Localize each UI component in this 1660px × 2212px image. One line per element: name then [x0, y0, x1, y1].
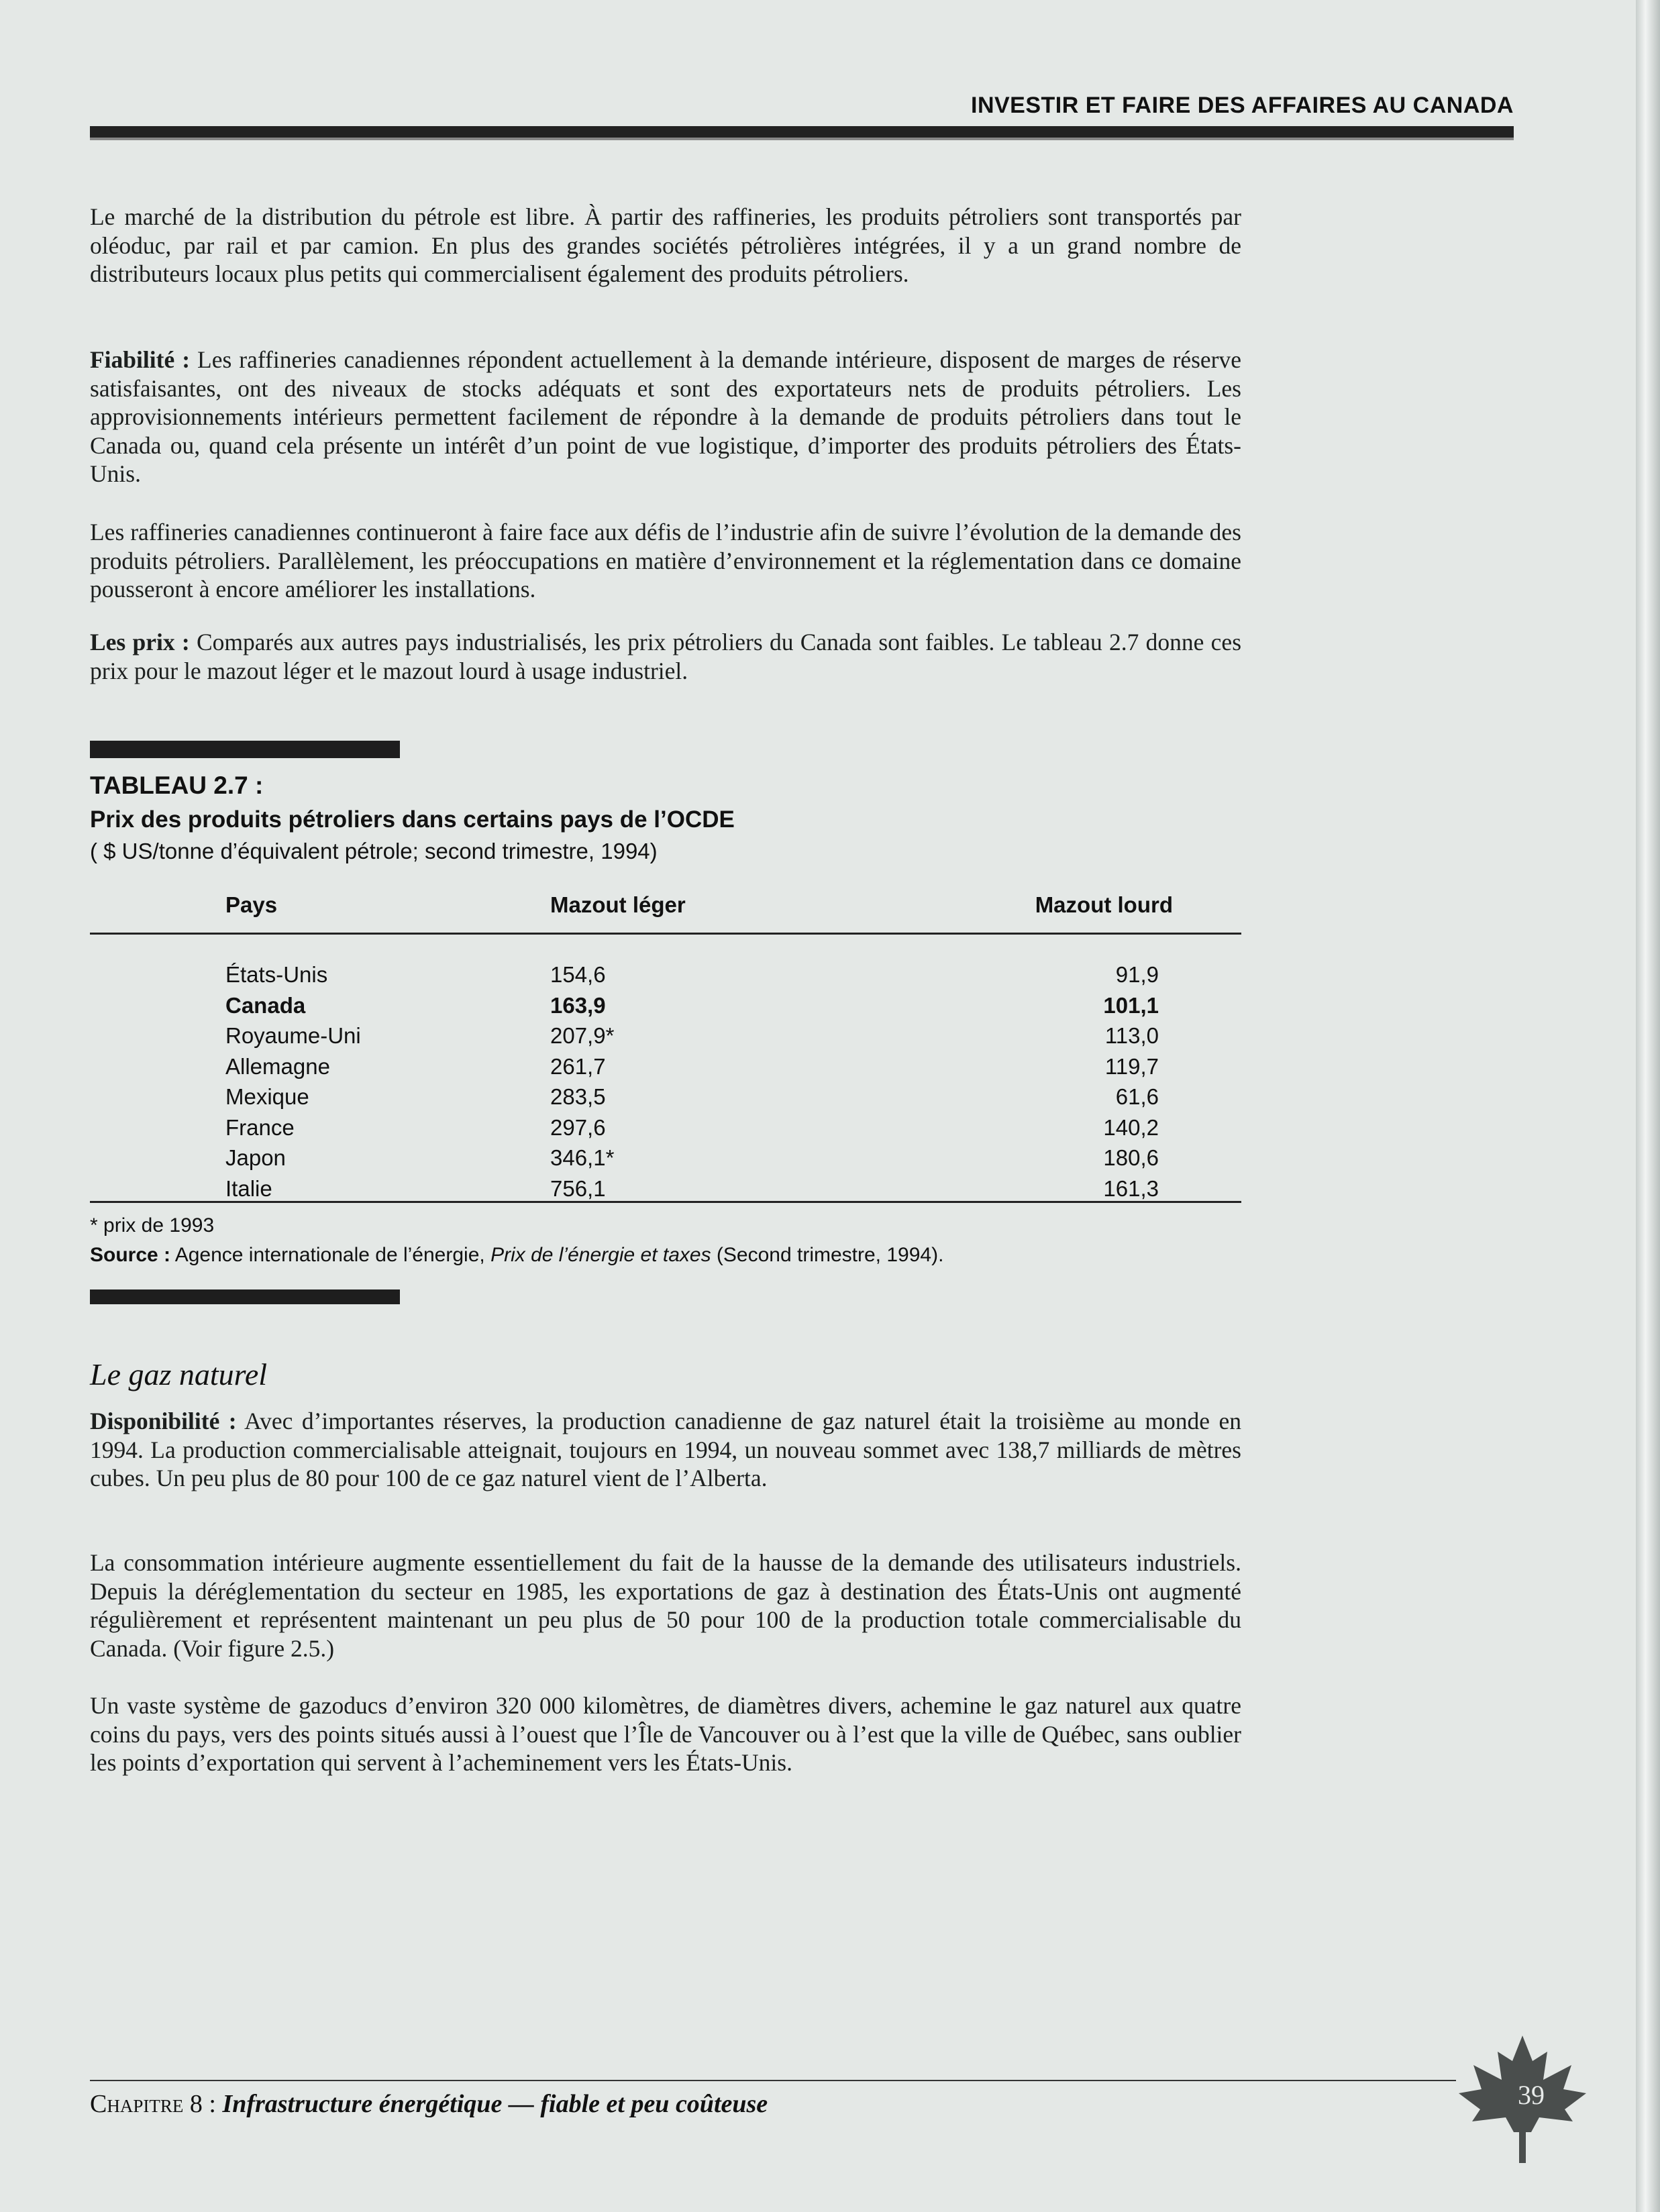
- table-row: [90, 962, 1241, 993]
- table-footnote: * prix de 1993: [90, 1214, 215, 1236]
- cell-leger: 163,9: [550, 992, 606, 1018]
- header-mazout-lourd: Mazout lourd: [1035, 892, 1173, 917]
- paragraph-consommation: La consommation intérieure augmente essentiellement du fait de la hausse de la demande des utilisateurs industriels. Depuis la déréglementation du secteur en 1985, les exportations de gaz à destination des États-Unis ont augmenté régulièrement et représentent maintenant un peu plus de 50 pour 100 de la production totale commercialisable du Canada. (Voir figure 2.5.): [90, 1549, 1241, 1662]
- cell-lourd: 91,9: [1115, 962, 1159, 987]
- paragraph-defis: Les raffineries canadiennes continueront à faire face aux défis de l’industrie afin de suivre l’évolution de la demande des produits pétroliers. Parallèlement, les préoccupations en matière d’environnement et la réglementation dans ce domaine pousseront à encore améliorer les installations.: [90, 519, 1241, 602]
- footer: [90, 2089, 768, 2119]
- paragraph-body: Les raffineries canadiennes répondent actuellement à la demande intérieure, disposent de marges de réserve satisfaisantes, ont des niveaux de stocks adéquats et sont des exportateurs nets de produits pétroliers. Les approvisionnements intérieurs permettent facilement de répondre à la demande de produits pétroliers dans tout le Canada ou, quand cela présente un intérêt d’un point de vue logistique, d’importer des produits pétroliers des États-Unis.: [90, 346, 1242, 487]
- table-bottom-rule: [90, 1201, 1241, 1203]
- cell-pays: Canada: [225, 992, 306, 1018]
- cell-lourd: 180,6: [1103, 1145, 1159, 1170]
- paragraph-prix: [90, 628, 1241, 685]
- cell-lourd: 61,6: [1115, 1084, 1159, 1109]
- source-text: Agence internationale de l’énergie,: [174, 1244, 485, 1266]
- page-number: 39: [1518, 2080, 1545, 2110]
- paragraph-gazoducs: Un vaste système de gazoducs d’environ 320 000 kilomètres, de diamètres divers, achemine le gaz naturel aux quatre coins du pays, vers des points situés aussi à l’ouest que l’Île de Vancouver ou à l’est que la ville de Québec, sans oublier les points d’exportation qui servent à l’acheminement vers les États-Unis.: [90, 1692, 1241, 1776]
- paragraph-body: Avec d’importantes réserves, la production canadienne de gaz naturel était la troisième au monde en 1994. La production commercialisable atteignait, toujours en 1994, un nouveau sommet avec 138,7 milliards de mètres cubes. Un peu plus de 80 pour 100 de ce gaz naturel vient de l’Alberta.: [90, 1408, 1241, 1491]
- header-pays: Pays: [225, 892, 278, 917]
- maple-leaf-icon: [1452, 2032, 1593, 2166]
- table-row: [90, 1023, 1241, 1054]
- cell-leger: 346,1*: [550, 1145, 615, 1170]
- footer-chapter: Chapitre 8 :: [90, 2090, 216, 2118]
- section-marker-bar: [90, 1289, 400, 1304]
- cell-leger: 756,1: [550, 1175, 606, 1201]
- source-lead: Source :: [90, 1244, 171, 1266]
- cell-lourd: 113,0: [1104, 1023, 1159, 1048]
- table-row: [90, 1054, 1241, 1085]
- cell-pays: Japon: [225, 1145, 286, 1170]
- cell-leger: 297,6: [550, 1114, 606, 1140]
- table-row: [90, 1145, 1241, 1176]
- cell-leger: 283,5: [550, 1084, 606, 1109]
- cell-pays: États-Unis: [225, 962, 328, 987]
- cell-pays: Italie: [225, 1175, 272, 1201]
- table-title: Prix des produits pétroliers dans certains pays de l’OCDE: [90, 806, 735, 833]
- paragraph-lead: Fiabilité :: [90, 346, 191, 373]
- cell-pays: France: [225, 1114, 295, 1140]
- table-marker-bar: [90, 741, 400, 758]
- cell-lourd: 101,1: [1103, 992, 1159, 1018]
- paragraph-distribution: Le marché de la distribution du pétrole est libre. À partir des raffineries, les produits pétroliers sont transportés par oléoduc, par rail et par camion. En plus des grandes sociétés pétrolières intégrées, il y a un grand nombre de distributeurs locaux plus petits qui commercialisent également des produits pétroliers.: [90, 203, 1241, 287]
- cell-leger: 261,7: [550, 1053, 606, 1079]
- section-title: Le gaz naturel: [90, 1357, 268, 1391]
- paragraph-disponibilite: [90, 1407, 1241, 1493]
- table-header-rule: [90, 933, 1241, 935]
- running-header: INVESTIR ET FAIRE DES AFFAIRES AU CANADA: [971, 93, 1514, 118]
- table-subtitle: ( $ US/tonne d’équivalent pétrole; second trimestre, 1994): [90, 839, 658, 863]
- page-edge: [1636, 0, 1660, 2212]
- table-header-row: [90, 892, 1241, 931]
- table-row: [90, 1115, 1241, 1146]
- table-source: [90, 1244, 943, 1267]
- cell-leger: 207,9*: [550, 1023, 615, 1048]
- source-tail: (Second trimestre, 1994).: [716, 1244, 944, 1266]
- paragraph-lead: Les prix :: [90, 629, 190, 655]
- paragraph-fiabilite: [90, 346, 1241, 488]
- table-row: [90, 993, 1241, 1024]
- cell-pays: Allemagne: [225, 1053, 330, 1079]
- table-row: [90, 1084, 1241, 1115]
- cell-lourd: 140,2: [1103, 1114, 1159, 1140]
- footer-chapter-title: Infrastructure énergétique — fiable et peu coûteuse: [222, 2090, 768, 2118]
- table-label: TABLEAU 2.7 :: [90, 772, 264, 799]
- cell-pays: Mexique: [225, 1084, 309, 1109]
- price-table: [90, 892, 1241, 1206]
- header-rule: [90, 126, 1514, 140]
- cell-leger: 154,6: [550, 962, 606, 987]
- header-mazout-leger: Mazout léger: [550, 892, 686, 917]
- source-title: Prix de l’énergie et taxes: [490, 1244, 711, 1266]
- cell-lourd: 161,3: [1103, 1175, 1159, 1201]
- cell-lourd: 119,7: [1104, 1053, 1159, 1079]
- paragraph-body: Comparés aux autres pays industrialisés, les prix pétroliers du Canada sont faibles. Le tableau 2.7 donne ces prix pour le mazout léger et le mazout lourd à usage industriel.: [90, 629, 1242, 684]
- paragraph-lead: Disponibilité :: [90, 1408, 237, 1434]
- cell-pays: Royaume-Uni: [225, 1023, 361, 1048]
- footer-rule: [90, 2080, 1456, 2081]
